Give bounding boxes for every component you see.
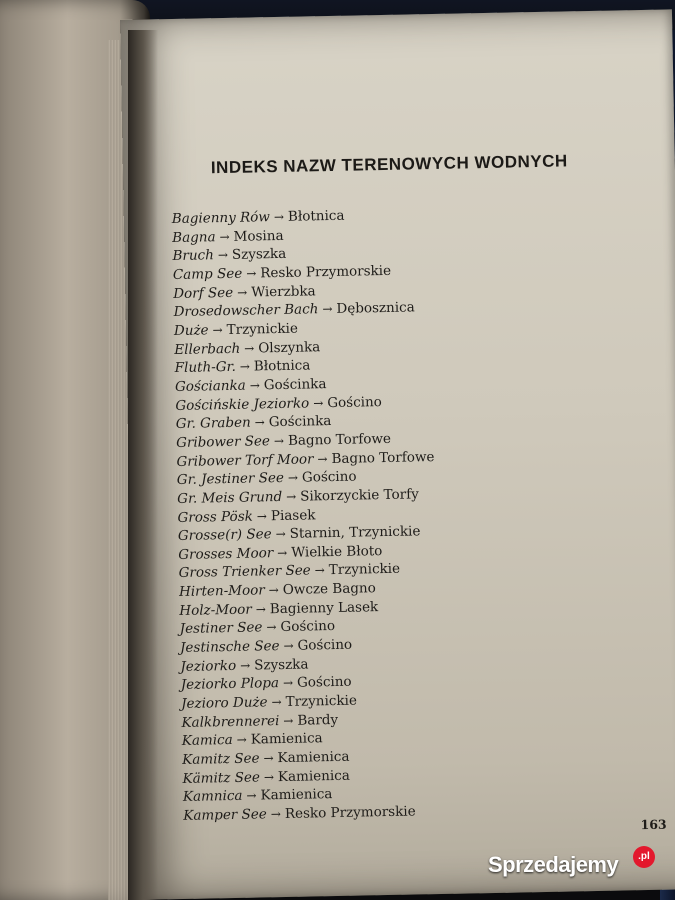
arrow-right-icon: → [219,229,230,244]
arrow-right-icon: → [266,620,277,635]
entry-term: Duże [173,322,209,339]
arrow-right-icon: → [246,788,257,804]
entry-term: Drosedowscher Bach [173,301,319,321]
arrow-right-icon: → [239,359,250,375]
entry-target: Gościnka [263,376,327,394]
entry-term: Kamitz See [182,750,260,768]
entry-term: Kamica [181,732,233,750]
watermark-logo [488,846,658,880]
entry-target: Piasek [270,506,316,524]
watermark-text: Sprzedajemy [488,852,619,877]
arrow-right-icon: → [217,248,229,263]
arrow-right-icon: → [255,602,266,617]
arrow-right-icon: → [263,769,275,785]
entry-term: Bagienny Rów [171,209,271,228]
entry-term: Hirten-Moor [178,582,265,601]
arrow-right-icon: → [313,395,324,410]
entry-target: Mosina [233,227,284,245]
entry-target: Wierzbka [251,282,316,301]
entry-term: Kalkbrennerei [181,712,280,731]
arrow-right-icon: → [283,713,294,728]
entry-term: Jeziorko [180,657,237,675]
entry-target: Bardy [297,711,339,729]
arrow-right-icon: → [249,378,260,393]
entry-term: Gr. Jestiner See [176,470,285,489]
entry-term: Bagna [172,228,216,246]
arrow-right-icon: → [282,676,294,691]
arrow-right-icon: → [286,489,297,504]
arrow-right-icon: → [236,733,247,748]
entry-term: Jestiner See [179,619,263,638]
entry-target: Trzynickie [285,692,358,711]
arrow-right-icon: → [212,323,223,338]
entry-term: Gross Trienker See [178,562,311,582]
entry-term: Gr. Graben [175,414,251,433]
entry-target: Kamienica [260,786,333,804]
entry-target: Trzynickie [328,561,401,579]
index-list [172,202,624,826]
watermark-badge: .pl [633,846,655,868]
arrow-right-icon: → [246,266,257,281]
entry-target: Gościno [327,393,382,411]
entry-term: Gr. Meis Grund [177,488,283,507]
entry-term: Holz-Moor [179,601,252,619]
entry-term: Gribower See [175,433,271,451]
arrow-right-icon: → [287,470,299,486]
entry-term: Grosses Moor [178,544,274,563]
entry-target: Resko Przymorskie [260,262,392,282]
entry-term: Ellerbach [174,340,241,358]
arrow-right-icon: → [275,527,286,542]
arrow-right-icon: → [263,751,274,766]
arrow-right-icon: → [273,209,285,225]
entry-target: Gościnka [268,413,332,431]
arrow-right-icon: → [271,695,282,710]
arrow-right-icon: → [270,807,282,822]
arrow-right-icon: → [254,415,265,430]
arrow-right-icon: → [283,638,294,654]
arrow-right-icon: → [322,302,333,317]
entry-term: Grosse(r) See [177,526,272,545]
entry-target: Szyszka [254,656,309,674]
entry-target: Trzynickie [226,320,299,338]
entry-target: Bagno Torfowe [331,448,435,467]
entry-target: Gościno [301,468,357,486]
entry-term: Jestinsche See [179,638,280,657]
arrow-right-icon: → [268,583,279,598]
entry-term: Jezioro Duże [180,694,268,713]
entry-target: Bagienny Lasek [269,598,379,618]
entry-target: Kamienica [250,730,323,748]
entry-target: Gościno [280,618,336,636]
entry-term: Jeziorko Plopa [180,675,280,694]
entry-target: Gościno [297,636,353,654]
entry-term: Gościńskie Jeziorko [175,395,310,414]
entry-term: Camp See [172,265,243,283]
entry-term: Kamper See [183,806,267,824]
page-number: 163 [640,816,667,833]
entry-target: Dębosznica [336,299,415,318]
arrow-right-icon: → [277,545,288,560]
entry-target: Starnin, Trzynickie [289,523,421,542]
arrow-right-icon: → [273,433,285,448]
entry-target: Szyszka [231,246,287,264]
entry-term: Bruch [172,247,215,265]
entry-target: Kamienica [277,748,350,767]
page-title: INDEKS NAZW TERENOWYCH WODNYCH [210,151,568,178]
entry-term: Kamnica [182,788,243,806]
arrow-right-icon: → [240,658,251,673]
entry-term: Gościanka [174,377,246,395]
entry-term: Dorf See [173,284,234,302]
arrow-right-icon: → [237,285,248,300]
entry-target: Błotnica [287,207,345,225]
entry-term: Gribower Torf Moor [176,450,314,470]
arrow-right-icon: → [256,508,268,523]
entry-term: Gross Pösk [177,508,253,526]
entry-target: Bagno Torfowe [287,430,392,449]
entry-target: Olszynka [258,338,321,356]
entry-target: Sikorzyckie Torfy [300,486,419,505]
entry-target: Resko Przymorskie [284,803,416,822]
entry-target: Wielkie Błoto [291,542,383,561]
entry-target: Błotnica [253,357,311,375]
arrow-right-icon: → [314,563,325,578]
arrow-right-icon: → [244,341,255,356]
book-gutter [128,30,158,900]
right-page [120,9,675,899]
entry-target: Owcze Bagno [282,580,376,599]
entry-target: Kamienica [277,767,350,785]
entry-term: Kämitz See [182,769,261,787]
entry-target: Gościno [296,674,352,692]
entry-term: Fluth-Gr. [174,359,236,377]
arrow-right-icon: → [317,451,328,466]
